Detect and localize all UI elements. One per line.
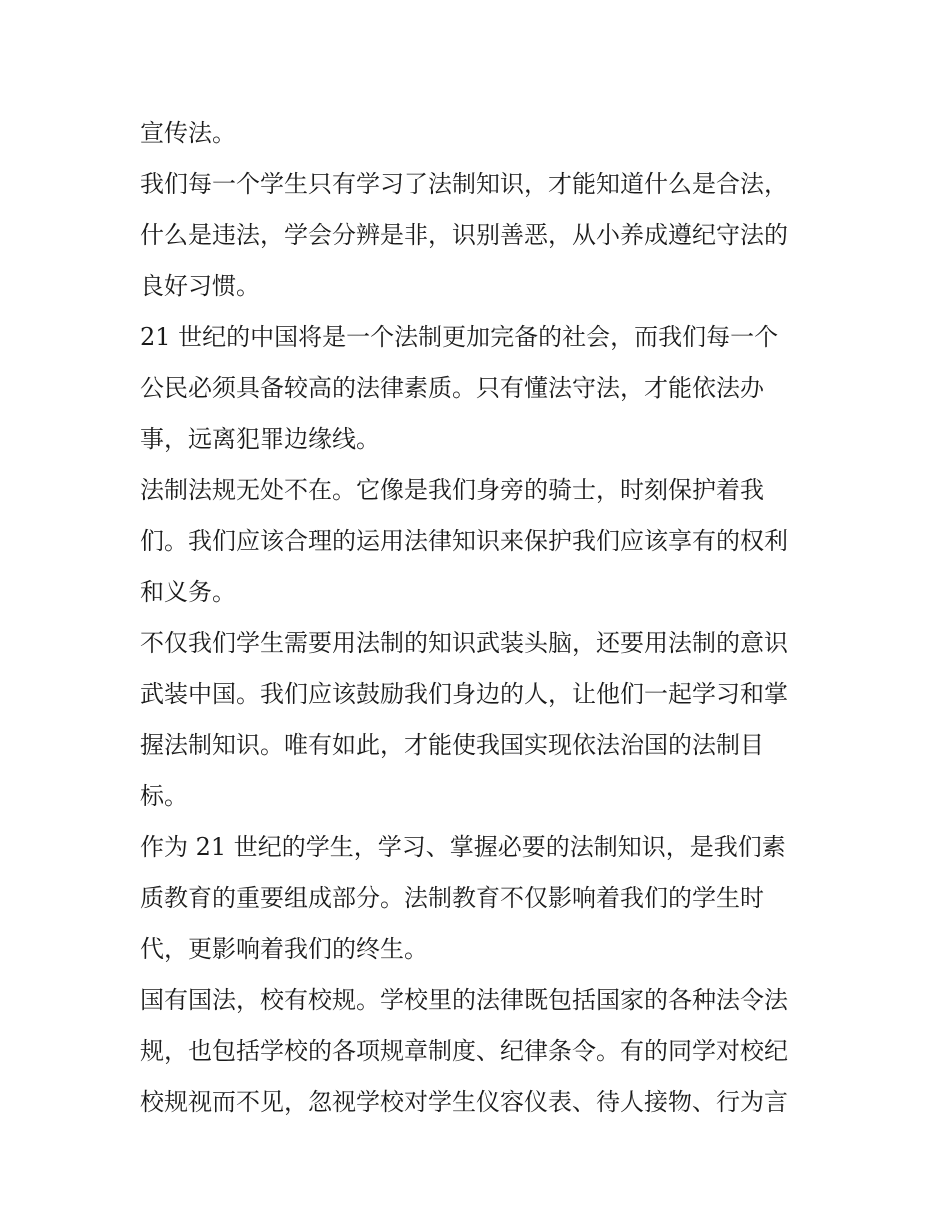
text-line: 什么是违法，学会分辨是非，识别善恶，从小养成遵纪守法的 (140, 221, 788, 249)
text-line: 宣传法。 (140, 119, 236, 147)
text-line: 公民必须具备较高的法律素质。只有懂法守法，才能依法办 (140, 374, 764, 402)
text-line: 我们每一个学生只有学习了法制知识，才能知道什么是合法， (140, 170, 788, 198)
document-body (140, 108, 816, 1128)
text-line: 事，远离犯罪边缘线。 (140, 425, 380, 453)
text-line: 国有国法，校有校规。学校里的法律既包括国家的各种法令法 (140, 986, 788, 1014)
text-line: 们。我们应该合理的运用法律知识来保护我们应该享有的权利 (140, 527, 788, 555)
text-line: 代，更影响着我们的终生。 (140, 935, 428, 963)
text-line: 规，也包括学校的各项规章制度、纪律条令。有的同学对校纪 (140, 1037, 788, 1065)
text-line: 不仅我们学生需要用法制的知识武装头脑，还要用法制的意识 (140, 629, 788, 657)
text-line: 握法制知识。唯有如此，才能使我国实现依法治国的法制目 (140, 731, 764, 759)
text-line: 法制法规无处不在。它像是我们身旁的骑士，时刻保护着我 (140, 476, 764, 504)
text-line: 校规视而不见，忽视学校对学生仪容仪表、待人接物、行为言 (140, 1088, 788, 1116)
text-line: 标。 (140, 782, 188, 810)
text-line: 作为 21 世纪的学生，学习、掌握必要的法制知识，是我们素 (140, 833, 786, 861)
text-line: 质教育的重要组成部分。法制教育不仅影响着我们的学生时 (140, 884, 764, 912)
text-line: 武装中国。我们应该鼓励我们身边的人，让他们一起学习和掌 (140, 680, 788, 708)
text-line: 和义务。 (140, 578, 236, 606)
text-line: 21 世纪的中国将是一个法制更加完备的社会，而我们每一个 (140, 323, 779, 351)
text-line: 良好习惯。 (140, 272, 260, 300)
